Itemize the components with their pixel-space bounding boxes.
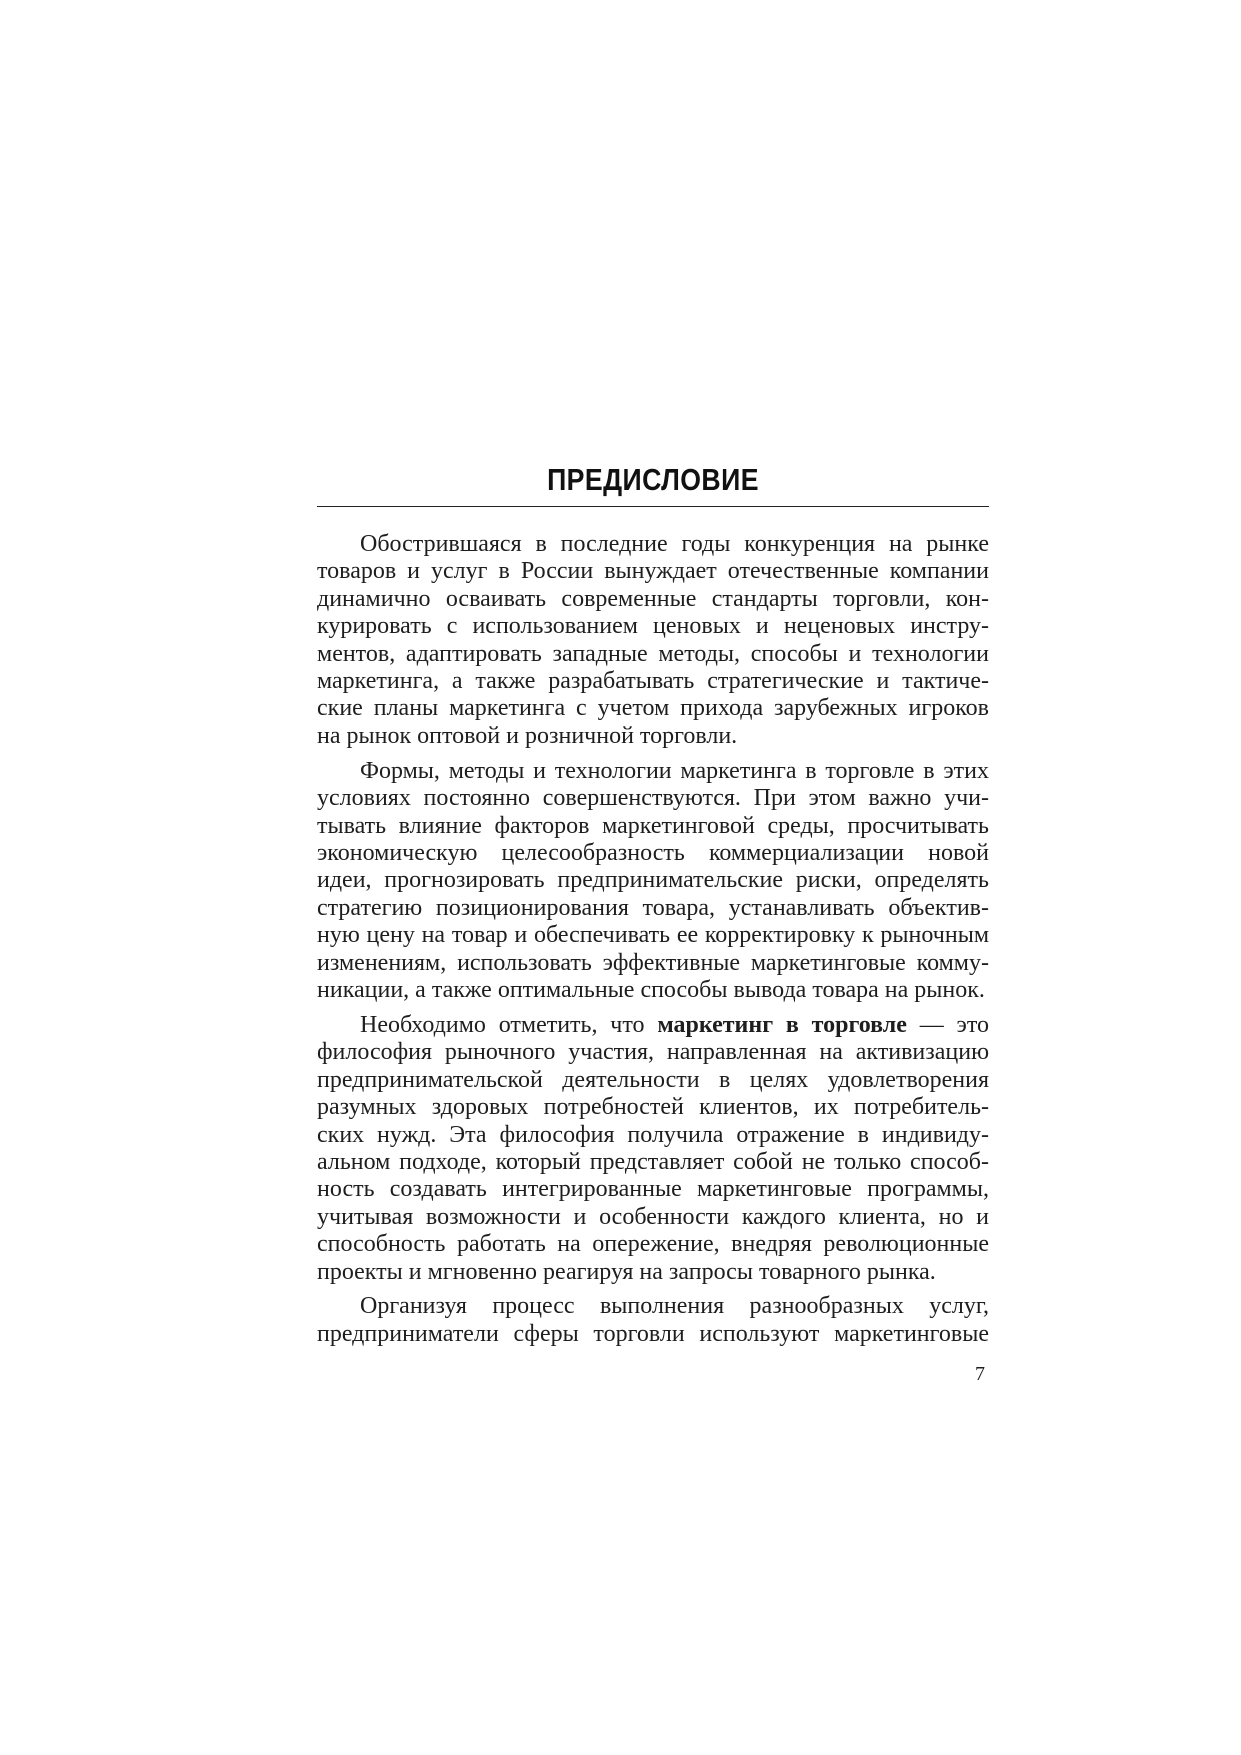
- text-line: маркетинга, а также разрабатывать стратегические и тактиче-: [317, 668, 989, 695]
- text-line: философия рыночного участия, направленная на активизацию: [317, 1039, 989, 1066]
- text-line: тывать влияние факторов маркетинговой среды, просчитывать: [317, 812, 989, 839]
- text-line: динамично осваивать современные стандарты торговли, кон-: [317, 585, 989, 612]
- text-line: на рынок оптовой и розничной торговли.: [317, 722, 738, 749]
- text-fragment: — это: [919, 1011, 989, 1038]
- text-line: учитывая возможности и особенности каждого клиента, но и: [317, 1203, 989, 1230]
- text-line: Обострившаяся в последние годы конкуренция на рынке: [360, 531, 989, 557]
- bold-term: маркетинг в торговле: [657, 1011, 907, 1038]
- text-line: экономическую целесообразность коммерциализации новой: [317, 839, 989, 866]
- text-line: ную цену на товар и обеспечивать ее корректировку к рыночным: [317, 922, 989, 949]
- title-rule: [317, 506, 989, 507]
- text-line: способность работать на опережение, внедряя революционные: [317, 1231, 989, 1258]
- text-line: проекты и мгновенно реагируя на запросы товарного рынка.: [317, 1258, 936, 1285]
- text-line: идеи, прогнозировать предпринимательские риски, определять: [317, 867, 989, 894]
- page-content: [317, 456, 989, 1356]
- text-fragment: Необходимо отметить, что: [360, 1011, 645, 1038]
- text-line: курировать с использованием ценовых и неценовых инстру-: [317, 613, 989, 640]
- text-line: ность создавать интегрированные маркетинговые программы,: [317, 1176, 989, 1203]
- text-line: товаров и услуг в России вынуждает отечественные компании: [317, 558, 989, 585]
- text-line: предприниматели сферы торговли используют маркетинговые: [317, 1320, 989, 1347]
- text-line: ские планы маркетинга с учетом прихода зарубежных игроков: [317, 695, 989, 722]
- text-line: Организуя процесс выполнения разнообразных услуг,: [360, 1293, 989, 1320]
- paragraph-3: [317, 1012, 989, 1286]
- paragraph-2: [317, 758, 989, 1005]
- text-line: ментов, адаптировать западные методы, способы и технологии: [317, 640, 989, 667]
- paragraph-4: [317, 1293, 989, 1348]
- text-line: предпринимательской деятельности в целях удовлетворения: [317, 1066, 989, 1093]
- text-line: изменениям, использовать эффективные маркетинговые комму-: [317, 949, 989, 976]
- page-number: 7: [975, 1363, 985, 1385]
- text-line-with-term: [317, 1012, 989, 1039]
- text-line: Формы, методы и технологии маркетинга в торговле в этих: [360, 757, 989, 784]
- text-line: ских нужд. Эта философия получила отражение в индивиду-: [317, 1121, 989, 1148]
- text-line: альном подходе, который представляет собой не только способ-: [317, 1148, 989, 1175]
- text-line: никации, а также оптимальные способы вывода товара на рынок.: [317, 977, 985, 1003]
- text-line: условиях постоянно совершенствуются. При этом важно учи-: [317, 785, 989, 812]
- text-line: стратегию позиционирования товара, устанавливать объектив-: [317, 894, 989, 921]
- text-line: разумных здоровых потребностей клиентов, их потребитель-: [317, 1094, 989, 1121]
- body-text: [317, 531, 989, 1348]
- paragraph-1: [317, 531, 989, 750]
- chapter-title: ПРЕДИСЛОВИЕ: [547, 462, 759, 497]
